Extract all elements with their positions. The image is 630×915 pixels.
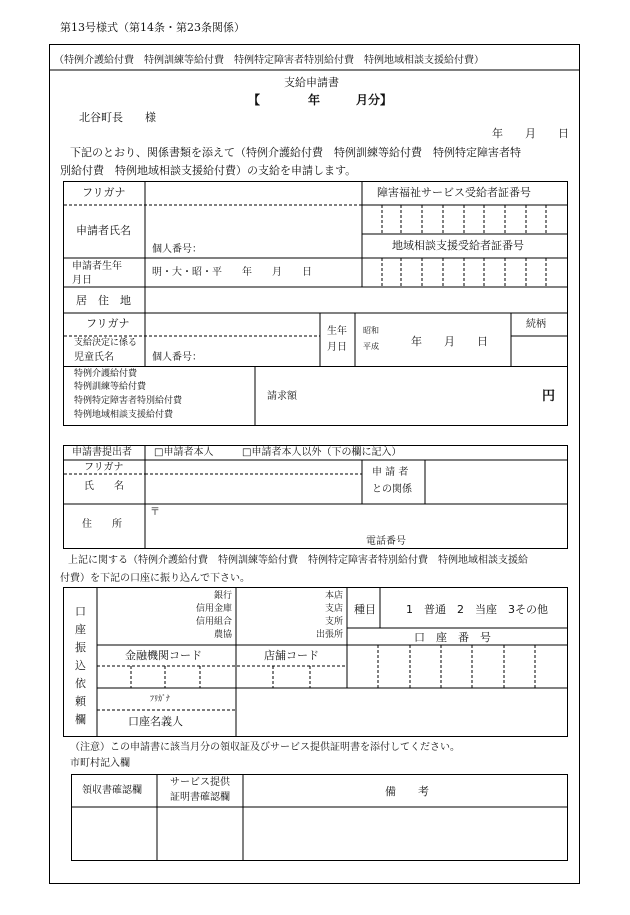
submitter-address-label: 住 所 (82, 519, 122, 530)
claim-item-2: 特例訓練等給付費 (74, 382, 147, 392)
inst-bank: 銀行 (213, 591, 232, 601)
account-number-label: 口 座 番 号 (414, 631, 491, 644)
child-birth-label-2: 月日 (327, 342, 347, 353)
inst-kumiai: 信用組合 (195, 617, 232, 627)
phone-label: 電話番号 (366, 536, 406, 547)
child-era-showa: 昭和 (363, 326, 379, 335)
applicant-furigana-label: フリガナ (82, 186, 126, 199)
applicant-birth-era: 明・大・昭・平 年 月 日 (152, 267, 312, 278)
addressee: 北谷町長 様 (79, 111, 156, 124)
bank-side-6: 頼 (75, 695, 86, 708)
account-type-options: 1 普通 2 当座 3その他 (406, 603, 548, 616)
claim-item-4: 特例地域相談支援給付費 (74, 410, 174, 420)
submitter-relation-label-1: 申 請 者 (372, 467, 409, 478)
branch-code-label: 店舗コード (264, 649, 319, 662)
submitter-option-self: □申請者本人 (154, 447, 214, 458)
submitter-option-other: □申請者本人以外（下の欄に記入） (242, 447, 402, 458)
bank-side-1: 口 (75, 605, 86, 618)
yen-label: 円 (542, 389, 556, 404)
receipt-check-label: 領収書確認欄 (82, 785, 142, 796)
claim-amount-label: 請求額 (267, 391, 297, 402)
child-label-2: 児童氏名 (74, 352, 114, 363)
account-holder-label: 口座名義人 (128, 715, 183, 728)
claim-item-1: 特例介護給付費 (74, 369, 138, 379)
submitter-relation-label-2: との関係 (372, 484, 412, 495)
bank-side-5: 依 (75, 677, 86, 690)
note: （注意）この申請書に該当月分の領収証及びサービス提供証明書を添付してください。 (70, 742, 460, 753)
submitter-name-label: 氏 名 (84, 481, 124, 492)
child-birth-ymd: 年 月 日 (411, 335, 488, 348)
child-label-1: 支給決定に係る (74, 338, 138, 348)
applicant-birth-label-2: 月日 (72, 275, 92, 286)
remarks-label: 備 考 (385, 785, 429, 798)
form-number: 第13号様式（第14条・第23条関係） (60, 21, 245, 34)
branch-main: 本店 (324, 591, 343, 601)
submitter-label: 申請書提出者 (72, 447, 132, 458)
postal-mark: 〒 (150, 507, 160, 518)
applicant-name-label: 申請者氏名 (76, 224, 131, 237)
bank-side-2: 座 (75, 623, 86, 636)
inst-shinkin: 信用金庫 (195, 604, 232, 614)
branch-subbranch: 支所 (324, 617, 343, 627)
service-cert-check-label-2: 証明書確認欄 (170, 792, 230, 803)
service-cert-label: 障害福祉サービス受給者証番号 (377, 186, 531, 199)
office-section-title: 市町村記入欄 (70, 758, 130, 769)
relation-label: 続柄 (526, 319, 546, 330)
intro-line-1: 下記のとおり、関係書類を添えて（特例介護給付費 特例訓練等給付費 特例特定障害者特 (70, 146, 521, 159)
child-era-heisei: 平成 (363, 342, 379, 351)
bank-side-3: 振 (75, 641, 86, 654)
branch-office: 出張所 (315, 630, 343, 640)
transfer-line-1: 上記に関する（特例介護給付費 特例訓練等給付費 特例特定障害者特別給付費 特例地域相談支援給 (68, 555, 528, 566)
applicant-personal-number-label: 個人番号： (152, 244, 202, 255)
bank-side-4: 込 (75, 659, 86, 672)
claim-item-3: 特例特定障害者特別給付費 (74, 396, 183, 406)
transfer-line-2: 付費）を下記の口座に振り込んで下さい。 (60, 573, 250, 584)
submitter-furigana-label: フリガナ (84, 462, 124, 473)
category-line: （特例介護給付費 特例訓練等給付費 特例特定障害者特別給付費 特例地域相談支援給付費） (54, 55, 484, 66)
child-personal-number-label: 個人番号： (152, 352, 202, 363)
consult-cert-label: 地域相談支援受給者証番号 (392, 239, 524, 252)
institution-code-label: 金融機関コード (125, 649, 202, 662)
page-title: 支給申請書 (284, 76, 339, 89)
child-birth-label-1: 生年 (327, 326, 347, 337)
applicant-birth-label-1: 申請者生年 (72, 261, 122, 272)
intro-line-2: 別給付費 特例地域相談支援給付費）の支給を申請します。 (60, 164, 357, 177)
service-cert-check-label-1: サービス提供 (170, 777, 230, 788)
child-furigana-label: フリガナ (86, 317, 130, 330)
bank-side-7: 欄 (75, 713, 86, 726)
month-label: 【 年 月分】 (248, 93, 393, 107)
account-type-label: 種目 (354, 603, 376, 616)
branch-branch: 支店 (324, 604, 343, 614)
holder-furigana-label: ﾌﾘｶﾞﾅ (150, 694, 170, 703)
inst-nokyo: 農協 (213, 630, 232, 640)
address-label: 居 住 地 (76, 294, 131, 307)
application-date: 年 月 日 (492, 127, 569, 140)
